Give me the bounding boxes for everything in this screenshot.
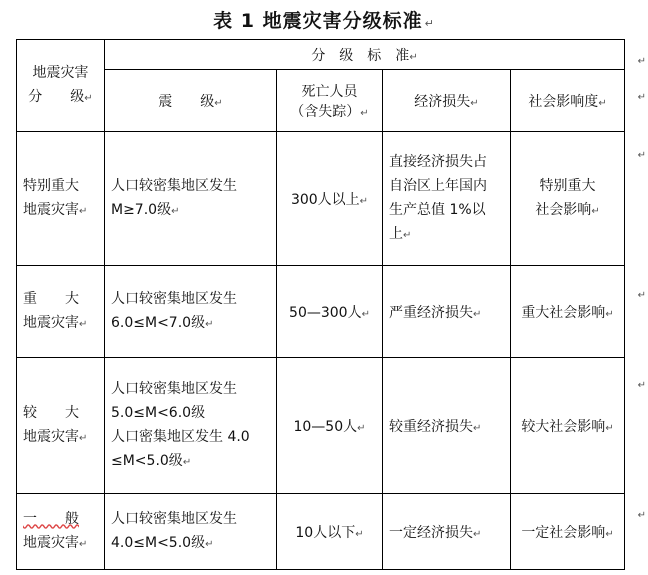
row-category: 重 大 地震灾害↵	[17, 266, 105, 358]
header-casualties: 死亡人员 （含失踪）↵	[277, 70, 383, 132]
row-economic: 一定经济损失↵	[383, 494, 511, 570]
outer-paragraph-mark: ↵	[637, 92, 646, 103]
header-economic: 经济损失↵	[383, 70, 511, 132]
row-casualties: 50—300人↵	[277, 266, 383, 358]
header-social: 社会影响度↵	[511, 70, 625, 132]
row-economic: 直接经济损失占 自治区上年国内 生产总值 1%以 上↵	[383, 132, 511, 266]
row-magnitude: 人口较密集地区发生 4.0≤M<5.0级↵	[105, 494, 277, 570]
table-row	[17, 494, 625, 570]
row-category: 特别重大 地震灾害↵	[17, 132, 105, 266]
outer-paragraph-mark: ↵	[637, 290, 646, 301]
table-title	[0, 6, 648, 33]
row-economic: 严重经济损失↵	[383, 266, 511, 358]
classification-table	[16, 39, 625, 570]
header-row-1	[17, 40, 625, 70]
outer-paragraph-mark: ↵	[637, 150, 646, 161]
row-social: 重大社会影响↵	[511, 266, 625, 358]
row-casualties: 10—50人↵	[277, 358, 383, 494]
row-casualties: 300人以上↵	[277, 132, 383, 266]
row-economic: 较重经济损失↵	[383, 358, 511, 494]
paragraph-mark: ↵	[424, 17, 435, 30]
title-text: 表 1 地震灾害分级标准	[213, 10, 423, 32]
outer-paragraph-mark: ↵	[637, 380, 646, 391]
header-group: 分 级 标 准↵	[105, 40, 625, 70]
header-magnitude: 震 级↵	[105, 70, 277, 132]
table-row	[17, 266, 625, 358]
row-social: 较大社会影响↵	[511, 358, 625, 494]
row-social: 特别重大 社会影响↵	[511, 132, 625, 266]
table-row	[17, 132, 625, 266]
row-category: 一 般 地震灾害↵	[17, 494, 105, 570]
row-magnitude: 人口较密集地区发生 M≥7.0级↵	[105, 132, 277, 266]
row-magnitude: 人口较密集地区发生 5.0≤M<6.0级 人口密集地区发生 4.0 ≤M<5.0级↵	[105, 358, 277, 494]
outer-paragraph-mark: ↵	[637, 510, 646, 521]
header-row-2	[17, 70, 625, 132]
outer-paragraph-mark: ↵	[637, 56, 646, 67]
row-category: 较 大 地震灾害↵	[17, 358, 105, 494]
header-category: 地震灾害 分 级↵	[17, 40, 105, 132]
table-row	[17, 358, 625, 494]
row-casualties: 10人以下↵	[277, 494, 383, 570]
row-social: 一定社会影响↵	[511, 494, 625, 570]
row-magnitude: 人口较密集地区发生 6.0≤M<7.0级↵	[105, 266, 277, 358]
